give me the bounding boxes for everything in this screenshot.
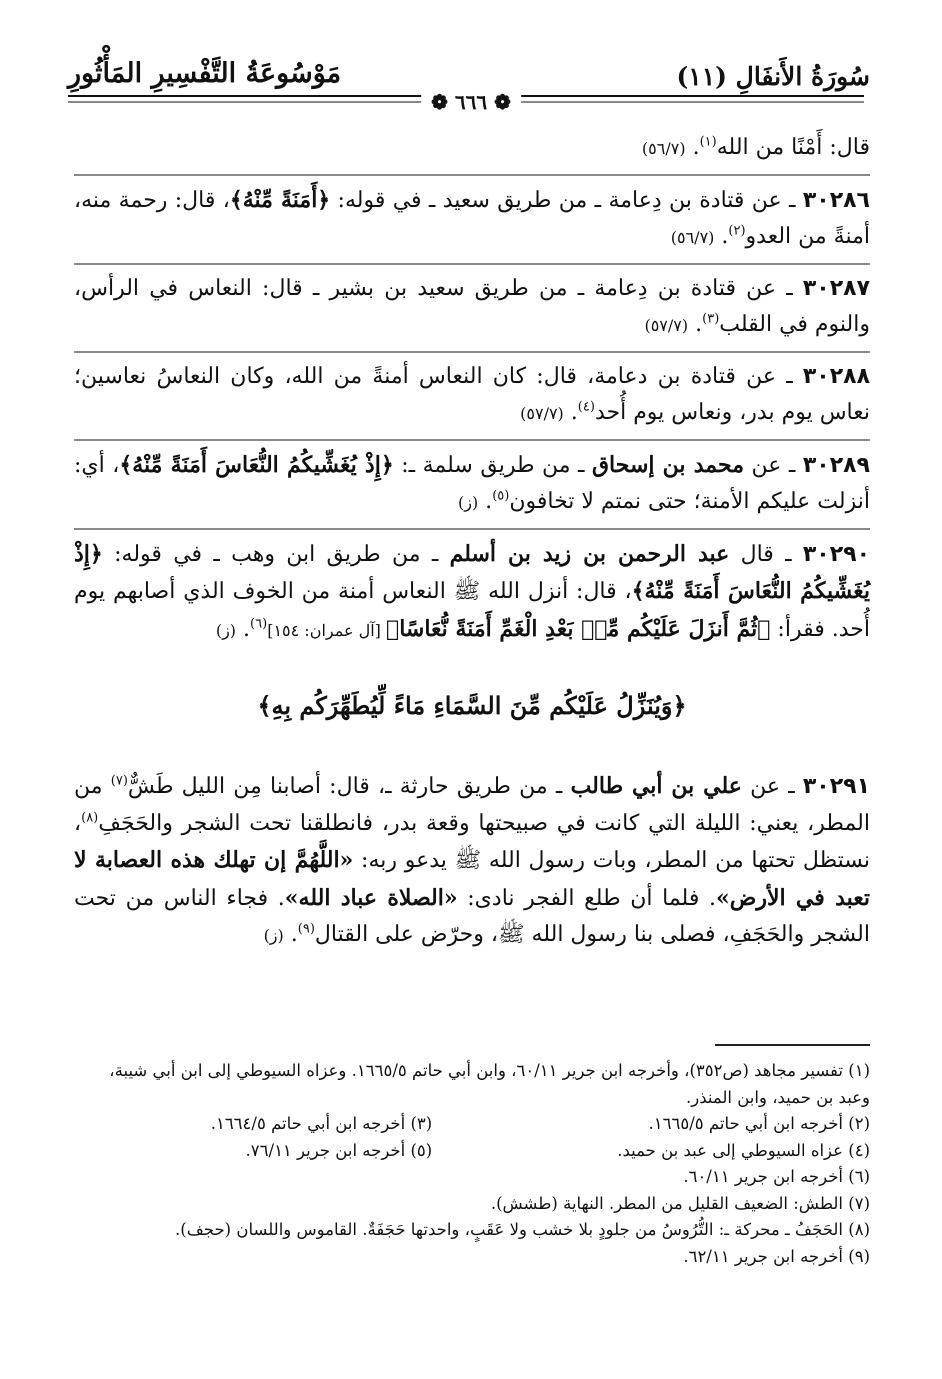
entry-ref: (٥٦/٧): [670, 228, 715, 247]
entry-text: ، قال: أنزل الله ﷺ النعاس أمنة من الخوف الذي أصابهم يوم أُحد. فقرأ:: [74, 579, 870, 642]
footnote-marker: (١): [699, 134, 717, 150]
entry-text: ، أي: أنزلت عليكم الأمنة؛ حتى نمتم لا تخافون: [74, 452, 870, 514]
footnote-marker: (٦): [250, 616, 268, 632]
verse-heading: ﴿وَيُنَزِّلُ عَلَيْكُم مِّنَ السَّمَاءِ مَاءً لِّيُطَهِّرَكُم بِهِ﴾: [257, 691, 687, 720]
entry-ref: (ز): [457, 493, 479, 512]
footnote-2: (٢) أخرجه ابن أبي حاتم ١٦٦٥/٥.: [648, 1114, 870, 1133]
footnote-row: [74, 1111, 870, 1138]
entry-30286: ٣٠٢٨٦ ـ عن قتادة بن دِعامة ـ من طريق سعيد ـ في قوله: ﴿أَمَنَةً مِّنْهُ﴾، قال: رحمة منه، أمنةً من العدو$^{(٢)}$. (٥٦/٧): [74, 186, 870, 249]
footnote-6: (٦) أخرجه ابن جرير ٦٠/١١.: [683, 1167, 870, 1186]
quran-quote: ﴿إِذْ يُغَشِّيكُمُ النُّعَاسَ أَمَنَةً مِّنْهُ﴾: [74, 540, 870, 604]
entry-text: ، نستظل تحتها من المطر، وبات رسول الله ﷺ يدعو ربه:: [74, 810, 870, 873]
footnote-marker: (٢): [728, 223, 746, 239]
entry-text: ـ من طريق سلمة ـ:: [393, 452, 592, 478]
entry-text: ـ من طريق حارثة ـ، قال: أصابنا مِن الليل طَشٌّ: [127, 774, 571, 799]
entry-text: . فلما أن طلع الفجر نادى:: [457, 885, 716, 911]
entry-text: ـ عن: [743, 452, 803, 478]
entry-number: ٣٠٢٨٩: [802, 452, 870, 478]
entry-ref: (ز): [215, 620, 237, 640]
footnote-4: (٤) عزاه السيوطي إلى عبد بن حميد.: [617, 1140, 870, 1160]
entry-continuation: قال: أَمْنًا من الله$^{(١)}$. (٥٦/٧): [641, 134, 870, 160]
entry-text: . فجاء الناس من تحت الشجر والحَجَفِ، فصلى بنا رسول الله ﷺ، وحرّض على القتال: [74, 885, 870, 947]
footnote-rule: [715, 1044, 870, 1046]
narrator-name: علي بن أبي طالب: [570, 773, 742, 799]
entry-number: ٣٠٢٩١: [802, 774, 870, 799]
entry-text: ـ عن قتادة بن دِعامة ـ من طريق سعيد بن بشير ـ قال: النعاس في الرأس، والنوم في القلب: [74, 275, 870, 337]
entry-ref: (ز): [263, 926, 284, 945]
entries: [74, 130, 870, 961]
prophet-quote: «الصلاة عباد الله»: [284, 884, 458, 911]
entry-ref: (٥٦/٧): [641, 139, 686, 158]
prophet-quote: «اللَّهُمَّ إن تهلك هذه العصابة لا تعبد في الأرض»: [74, 847, 871, 911]
entry-ref: (٥٧/٧): [520, 404, 564, 423]
footnote-marker: (٤): [577, 399, 595, 415]
footnote-marker: (٨): [81, 810, 99, 826]
footnote-8: (٨) الحَجَفُ ـ محركة ـ: التُّرُوسُ من جلودٍ بلا خشب ولا عَقَبٍ، واحدتها حَجَفَةٌ. القاموس واللسان (حجف).: [175, 1220, 870, 1239]
footnote-9: (٩) أخرجه ابن جرير ٦٢/١١.: [683, 1246, 870, 1266]
footnote-marker: (٧): [110, 773, 128, 789]
quran-quote: ﴿أَمَنَةً مِّنْهُ﴾: [229, 186, 331, 213]
entry-30287: ٣٠٢٨٧ ـ عن قتادة بن دِعامة ـ من طريق سعيد بن بشير ـ قال: النعاس في الرأس، والنوم في القلب$^{(٣)}$. (٥٧/٧): [74, 275, 870, 337]
page-number-text: ٦٦٦: [454, 90, 488, 114]
entry-ref: (٥٧/٧): [644, 316, 689, 335]
footnote-7: (٧) الطش: الضعيف القليل من المطر. النهاية (طشش).: [490, 1193, 870, 1213]
quran-quote: ﴿ثُمَّ أَنزَلَ عَلَيْكُم مِّنۢ بَعْدِ الْغَمِّ أَمَنَةً نُّعَاسًا﴾: [386, 615, 771, 642]
page-number: ❁ ٦٦٦ ❁: [421, 90, 521, 114]
entry-number: ٣٠٢٩٠: [802, 541, 870, 567]
entry-text: ، قال: رحمة منه، أمنةً من العدو: [74, 187, 870, 249]
entry-30290: ٣٠٢٩٠ ـ قال عبد الرحمن بن زيد بن أسلم ـ من طريق ابن وهب ـ في قوله: ﴿إِذْ يُغَشِّيكُمُ النُّعَاسَ أَمَنَةً مِّنْهُ﴾، قال: أنزل الله ﷺ النعاس أمنة من الخوف الذي أصابهم يوم أُحد. فقرأ: ﴿ثُمَّ أَنزَلَ عَلَيْكُم مِّنۢ بَعْدِ الْغَمِّ أَمَنَةً نُّعَاسًا﴾ [آل عمران: ١٥٤]$^{(٦)}$. (ز): [74, 540, 870, 642]
entry-text: ـ من طريق ابن وهب ـ في قوله:: [102, 541, 450, 567]
footnote-marker: (٥): [492, 488, 510, 504]
entry-number: ٣٠٢٨٨: [802, 363, 870, 389]
entry-text: ـ قال: [729, 541, 803, 567]
book-title: مَوْسُوعَةُ التَّفْسِيرِ المَأْثُورِ: [68, 58, 342, 89]
narrator-name: عبد الرحمن بن زيد بن أسلم: [449, 540, 730, 567]
entry-30289: ٣٠٢٨٩ ـ عن محمد بن إسحاق ـ من طريق سلمة ـ: ﴿إِذْ يُغَشِّيكُمُ النُّعَاسَ أَمَنَةً مِّنْهُ﴾، أي: أنزلت عليكم الأمنة؛ حتى نمتم لا تخافون$^{(٥)}$. (ز): [74, 451, 870, 514]
entry-text: ـ عن: [741, 774, 803, 799]
surah-citation: [آل عمران: ١٥٤]: [267, 620, 386, 640]
entry-text: قال: أَمْنًا من الله: [716, 135, 870, 160]
footnote-5: (٥) أخرجه ابن جرير ٧٦/١١.: [245, 1140, 433, 1160]
quran-quote: ﴿إِذْ يُغَشِّيكُمُ النُّعَاسَ أَمَنَةً مِّنْهُ﴾: [119, 451, 394, 478]
footnotes: [74, 1058, 870, 1270]
surah-title: سُورَةُ الأَنفَالِ (١١): [676, 62, 870, 91]
entry-30288: ٣٠٢٨٨ ـ عن قتادة بن دعامة، قال: كان النعاس أمنةً من الله، وكان النعاسُ نعاسين؛ نعاس يوم بدر، ونعاس يوم أُحد$^{(٤)}$. (٥٧/٧): [74, 363, 870, 425]
footnote-3: (٣) أخرجه ابن أبي حاتم ١٦٦٤/٥.: [210, 1114, 433, 1133]
narrator-name: محمد بن إسحاق: [591, 451, 744, 478]
entry-text: ـ عن قتادة بن دعامة، قال: كان النعاس أمنةً من الله، وكان النعاسُ نعاسين؛ نعاس يوم بدر، ونعاس يوم أُحد: [74, 363, 870, 425]
entry-text: من المطر، يعني: الليلة التي كانت في صبيحتها وقعة بدر، فانطلقنا تحت الشجر والحَجَفِ: [74, 774, 870, 836]
footnote-marker: (٩): [297, 921, 315, 937]
footnote-1: (١) تفسير مجاهد (ص٣٥٢)، وأخرجه ابن جرير ٦٠/١١، وابن أبي حاتم ١٦٦٥/٥. وعزاه السيوطي إلى ابن أبي شيبة، وعبد بن حميد، وابن المنذر.: [109, 1061, 870, 1107]
entry-30291: ٣٠٢٩١ ـ عن علي بن أبي طالب ـ من طريق حارثة ـ، قال: أصابنا مِن الليل طَشٌّ$^{(٧)}$ من المطر، يعني: الليلة التي كانت في صبيحتها وقعة بدر، فانطلقنا تحت الشجر والحَجَفِ$^{(٨)}$، نستظل تحتها من المطر، وبات رسول الله ﷺ يدعو ربه: «اللَّهُمَّ إن تهلك هذه العصابة لا تعبد في الأرض». فلما أن طلع الفجر نادى: «الصلاة عباد الله». فجاء الناس من تحت الشجر والحَجَفِ، فصلى بنا رسول الله ﷺ، وحرّض على القتال$^{(٩)}$. (ز): [74, 773, 871, 947]
entry-text: ـ عن قتادة بن دِعامة ـ من طريق سعيد ـ في قوله:: [330, 187, 803, 213]
entry-number: ٣٠٢٨٦: [802, 187, 870, 213]
footnote-row: [74, 1138, 870, 1165]
entry-number: ٣٠٢٨٧: [802, 275, 870, 301]
footnote-marker: (٣): [702, 311, 720, 327]
